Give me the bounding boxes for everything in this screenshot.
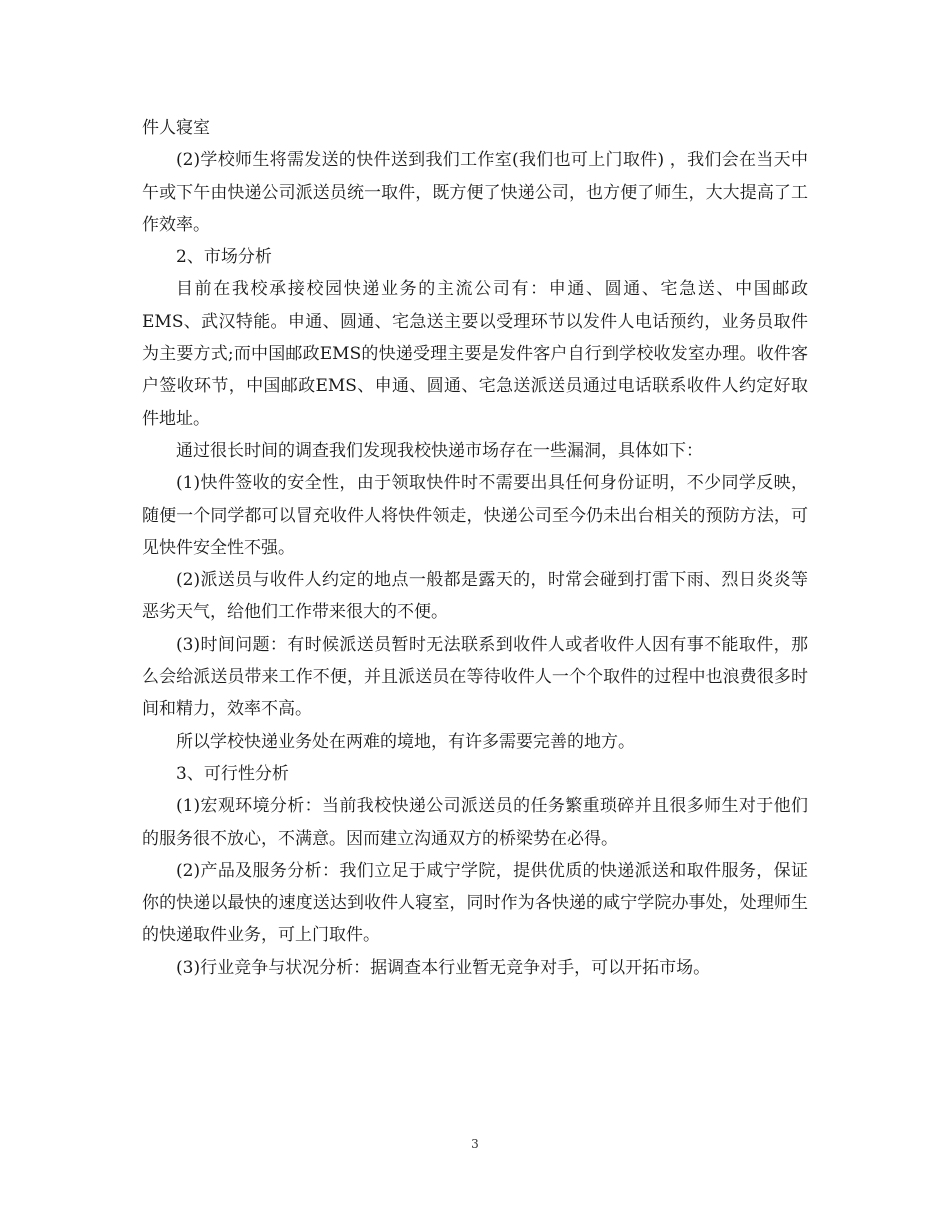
page-number: 3 <box>471 1137 479 1151</box>
document-body <box>142 112 808 984</box>
paragraph: (2)产品及服务分析：我们立足于咸宁学院，提供优质的快递派送和取件服务，保证你的快递以最快的速度送达到收件人寝室，同时作为各快递的咸宁学院办事处，处理师生的快递取件业务，可上门取件。 <box>142 860 808 946</box>
paragraph: 所以学校快递业务处在两难的境地，有许多需要完善的地方。 <box>176 731 635 752</box>
section-heading: 2、市场分析 <box>176 247 272 268</box>
paragraph: (3)行业竞争与状况分析：据调查本行业暂无竞争对手，可以开拓市场。 <box>176 957 711 978</box>
paragraph: (1)宏观环境分析：当前我校快递公司派送员的任务繁重琐碎并且很多师生对于他们的服务很不放心，不满意。因而建立沟通双方的桥梁势在必得。 <box>142 796 808 849</box>
paragraph: 通过很长时间的调查我们发现我校快递市场存在一些漏洞，具体如下： <box>176 440 703 461</box>
paragraph: (2)学校师生将需发送的快件送到我们工作室(我们也可上门取件) ，我们会在当天中午或下午由快递公司派送员统一取件，既方便了快递公司，也方便了师生，大大提高了工作效率。 <box>142 150 808 235</box>
paragraph: (2)派送员与收件人约定的地点一般都是露天的，时常会碰到打雷下雨、烈日炎炎等恶劣天气，给他们工作带来很大的不便。 <box>142 570 808 623</box>
paragraph: (1)快件签收的安全性，由于领取快件时不需要出具任何身份证明，不少同学反映，随便一个同学都可以冒充收件人将快件领走，快递公司至今仍未出台相关的预防方法，可见快件安全性不强。 <box>142 473 808 558</box>
paragraph: (3)时间问题：有时候派送员暂时无法联系到收件人或者收件人因有事不能取件，那么会给派送员带来工作不便，并且派送员在等待收件人一个个取件的过程中也浪费很多时间和精力，效率不高。 <box>142 634 808 720</box>
paragraph: 件人寝室 <box>142 118 210 138</box>
section-heading: 3、可行性分析 <box>176 763 289 784</box>
paragraph: 目前在我校承接校园快递业务的主流公司有：申通、圆通、宅急送、中国邮政EMS、武汉特能。申通、圆通、宅急送主要以受理环节以发件人电话预约，业务员取件为主要方式;而中国邮政EMS的快递受理主要是发件客户自行到学校收发室办理。收件客户签收环节，中国邮政EMS、申通、圆通、宅急送派送员通过电话联系收件人约定好取件地址。 <box>142 279 808 429</box>
